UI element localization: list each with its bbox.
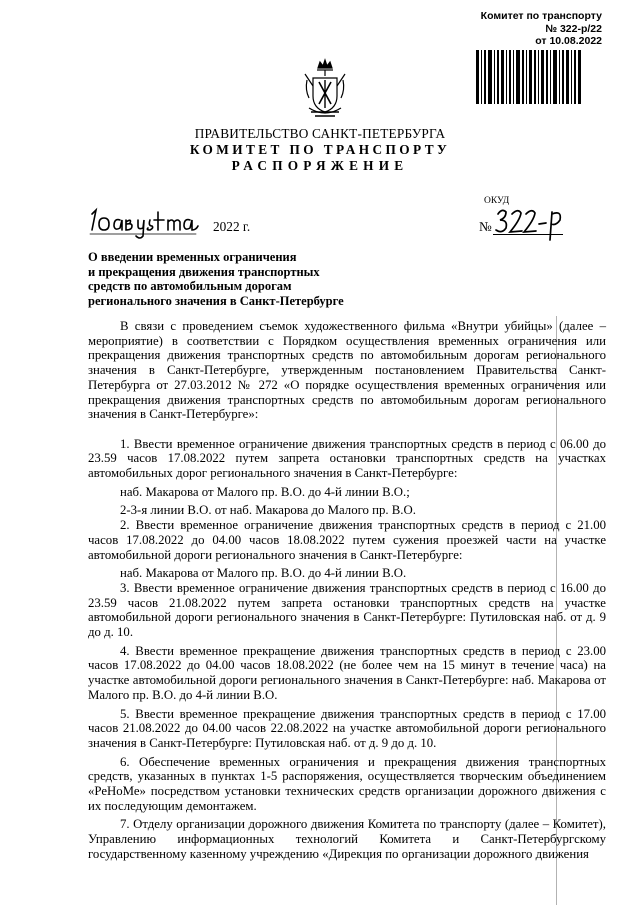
- subject-line: регионального значения в Санкт-Петербурге: [88, 293, 344, 308]
- date-year: 2022 г.: [213, 219, 251, 234]
- government-name: ПРАВИТЕЛЬСТВО САНКТ-ПЕТЕРБУРГА: [194, 126, 446, 141]
- handwritten-number: [490, 204, 570, 242]
- item-4-paragraph: 4. Ввести временное прекращение движения транспортных средств в период с 23.00 часов 17.08.2022 до 04.00 часов 18.08.2022 (не более чем на 15 минут в течение часа) на участке автомобильной дороги регионального значения в Санкт-Петербурге: наб. Макарова от Малого пр. В.О. до 4-й линии В.О.: [88, 643, 606, 702]
- registration-stamp: [462, 10, 602, 48]
- item-5-paragraph: 5. Ввести временное прекращение движения транспортных средств в период с 17.00 часов 21.08.2022 до 04.00 часов 22.08.2022 на участке автомобильной дороги регионального значения в Санкт-Петербурге: Путиловская наб. от д. 9 до д. 10.: [88, 706, 606, 750]
- okud-label: ОКУД: [484, 196, 510, 206]
- committee-name: КОМИТЕТ ПО ТРАНСПОРТУ: [189, 142, 451, 157]
- stamp-committee: Комитет по транспорту: [480, 10, 602, 22]
- document-type: РАСПОРЯЖЕНИЕ: [231, 158, 409, 173]
- number-sign: №: [479, 219, 492, 234]
- item-7-paragraph: 7. Отделу организации дорожного движения Комитета по транспорту (далее – Комитет), Управлению информационных технологий Комитета и Санкт-Петербургскому государственному казенному учреждению «Дирекция по организации дорожного движения: [88, 817, 606, 861]
- item-2-paragraph: 2. Ввести временное ограничение движения транспортных средств в период с 21.00 часов 17.08.2022 до 04.00 часов 18.08.2022 путем сужения проезжей части на участке автомобильной дороги регионального значения в Санкт-Петербурге:: [88, 518, 606, 562]
- stamp-number: № 322-р/22: [545, 22, 602, 35]
- coat-of-arms-emblem: [303, 58, 347, 120]
- handwritten-date: [88, 204, 208, 240]
- item-2-street: наб. Макарова от Малого пр. В.О. до 4-й линии В.О.: [120, 566, 407, 581]
- subject-line: и прекращения движения транспортных: [88, 264, 320, 279]
- stamp-date: от 10.08.2022: [535, 35, 602, 47]
- date-number-row: [88, 204, 608, 244]
- document-header: [0, 126, 640, 174]
- preamble-paragraph: В связи с проведением съемок художественного фильма «Внутри убийцы» (далее – мероприятие) в соответствии с Порядком осуществления временных ограничения или прекращения движения транспортных средств по автомобильным дорогам регионального значения в Санкт-Петербурге, утвержденным постановлением Правительства Санкт-Петербурга от 27.03.2012 № 272 «О порядке осуществления временных ограничения или прекращения движения транспортных средств по автомобильным дорогам регионального значения в Санкт-Петербурге»:: [88, 319, 606, 422]
- document-body: [88, 319, 606, 862]
- item-1-paragraph: 1. Ввести временное ограничение движения транспортных средств в период с 06.00 до 23.59 часов 17.08.2022 путем запрета остановки транспортных средств на участках автомобильных дорог регионального значения в Санкт-Петербурге:: [88, 436, 606, 481]
- item-6-paragraph: 6. Обеспечение временных ограничения и прекращения движения транспортных средств, указанных в пунктах 1-5 распоряжения, осуществляется творческим объединением «РеНоМе» посредством установки технических средств организации дорожного движения с их последующим демонтажем.: [88, 754, 606, 813]
- subject-line: О введении временных ограничения: [88, 250, 297, 264]
- item-1-street-b: 2-3-я линии В.О. от наб. Макарова до Малого пр. В.О.: [120, 503, 416, 518]
- barcode: [476, 50, 581, 104]
- item-1-street-a: наб. Макарова от Малого пр. В.О. до 4-й линии В.О.;: [120, 484, 410, 499]
- subject-line: средств по автомобильным дорогам: [88, 279, 292, 294]
- document-subject: [88, 250, 388, 308]
- item-3-paragraph: 3. Ввести временное ограничение движения транспортных средств в период с 16.00 до 23.59 часов 21.08.2022 путем запрета остановки транспортных средств на участке автомобильной дороги регионального значения в Санкт-Петербурге: Путиловская наб. от д. 9 до д. 10.: [88, 580, 606, 640]
